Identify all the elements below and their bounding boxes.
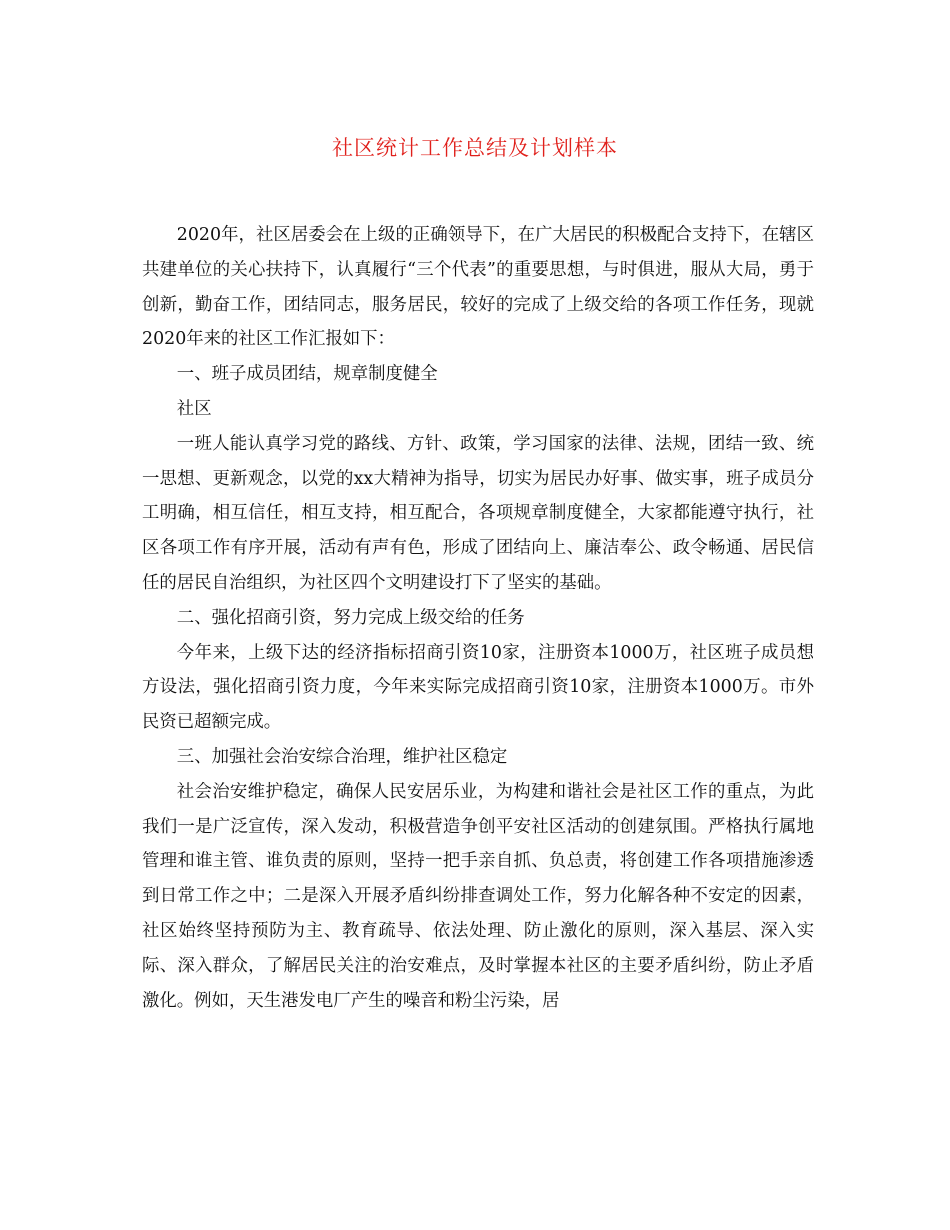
document-title: 社区统计工作总结及计划样本 <box>332 136 618 160</box>
body-paragraph: 社会治安维护稳定，确保人民安居乐业，为构建和谐社会是社区工作的重点，为此我们一是广泛宣传，深入发动，积极营造争创平安社区活动的创建氛围。严格执行属地管理和谁主管、谁负责的原则，坚持一把手亲自抓、负总责，将创建工作各项措施渗透到日常工作之中；二是深入开展矛盾纠纷排查调处工作，努力化解各种不安定的因素，社区始终坚持预防为主、教育疏导、依法处理、防止激化的原则，深入基层、深入实际、深入群众，了解居民关注的治安难点，及时掌握本社区的主要矛盾纠纷，防止矛盾激化。例如，天生港发电厂产生的噪音和粉尘污染，居 <box>142 781 814 1011</box>
section-heading-1: 一、班子成员团结，规章制度健全 <box>176 364 438 385</box>
body-paragraph: 社区 <box>176 398 212 419</box>
section-heading-2: 二、强化招商引资，努力完成上级交给的任务 <box>176 607 525 628</box>
document-body <box>142 218 814 1018</box>
intro-paragraph: 2020年，社区居委会在上级的正确领导下，在广大居民的积极配合支持下，在辖区共建单位的关心扶持下，认真履行“三个代表”的重要思想，与时俱进，服从大局，勇于创新，勤奋工作，团结同志，服务居民，较好的完成了上级交给的各项工作任务，现就2020年来的社区工作汇报如下： <box>142 225 814 350</box>
section-heading-3: 三、加强社会治安综合治理，维护社区稳定 <box>176 746 508 767</box>
body-paragraph: 一班人能认真学习党的路线、方针、政策，学习国家的法律、法规，团结一致、统一思想、更新观念，以党的xx大精神为指导，切实为居民办好事、做实事，班子成员分工明确，相互信任，相互支持，相互配合，各项规章制度健全，大家都能遵守执行，社区各项工作有序开展，活动有声有色，形成了团结向上、廉洁奉公、政令畅通、居民信任的居民自治组织，为社区四个文明建设打下了坚实的基础。 <box>142 433 814 593</box>
body-paragraph: 今年来，上级下达的经济指标招商引资10家，注册资本1000万，社区班子成员想方设法，强化招商引资力度，今年来实际完成招商引资10家，注册资本1000万。市外民资已超额完成。 <box>142 642 814 733</box>
